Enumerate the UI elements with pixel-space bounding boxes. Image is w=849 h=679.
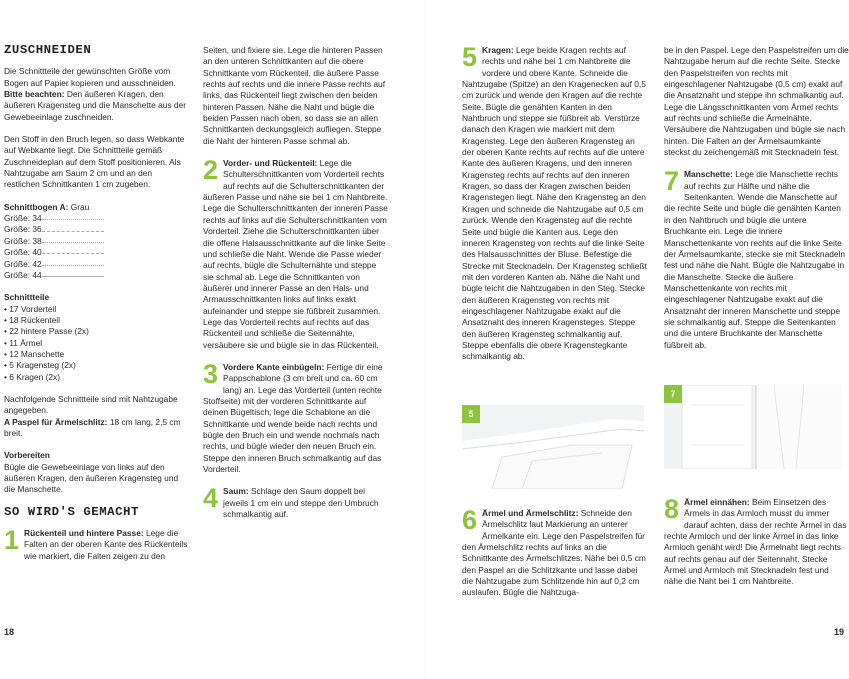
step-7 bbox=[664, 166, 849, 351]
size-legend bbox=[4, 213, 189, 281]
step-text: Lege die Falten an der oberen Kante des Rückenteils wie markiert, die Falten zeigen zu den bbox=[24, 528, 188, 561]
intro-text: Die Schnittteile der gewünschten Größe vom Bogen auf Papier kopieren und ausschneiden. bbox=[4, 66, 176, 88]
step-number: 2 bbox=[203, 155, 219, 186]
note-label: Bitte beachten: bbox=[4, 89, 65, 100]
step-text: Lege beide Kragen rechts auf rechts und nähe bei 1 cm Nahtbreite die vordere und obere Kante. Schneide die Nahtzugabe (Spitze) an den Kragenecken auf 0,5 cm zurück und wende den Kragen auf die rechte Seite. Bügle die genähten Kanten in den Nahtbruch und steppe sie füßbreit ab. Verstürze danach den Kragen wie markiert mit dem Kragensteg. Lege den äußeren Kragensteg an der oberen Kante rechts auf rechts auf die untere Kante des äußeren Kragens, und den inneren Kragensteg rechts auf rechts auf den inneren Kragen, so dass der Kragen zwischen beiden Kragenstegen liegt. Nähe den Kragensteg an den Kragen und schneide die Nahtzugabe auf 0,5 cm zurück. Wende den Kragensteg auf die rechte Seite und bügle die Kanten aus. Lege den inneren Kragensteg von rechts auf die linke Seite des Halsausschnittes der Bluse. Befestige die Strecke mit Stecknadeln. Der Kragensteg schließt mit den vorderen Kanten ab. Nähe die Naht und bügle leicht die Nahtzugaben in den Steg. Stecke den äußeren Kragensteg von rechts mit eingeschlagener Nahtzugabe exakt auf die Ansatznaht des inneren Kragensteges. Steppe den äußeren Kragensteg schmalkantig auf. Steppe ebenfalls die obere Kragenstegkante schmalkantig ab. bbox=[462, 45, 647, 362]
list-item: • 17 Vorderteil bbox=[4, 303, 57, 314]
step-1 bbox=[4, 525, 189, 562]
heading-how: SO WIRD'S GEMACHT bbox=[4, 504, 139, 519]
prep-title: Vorbereiten bbox=[4, 450, 50, 461]
size-line bbox=[42, 231, 104, 232]
size-label: Größe: 40 bbox=[4, 247, 42, 258]
seam-note: Nachfolgende Schnittteile sind mit Nahtzugabe angegeben. bbox=[4, 393, 178, 416]
step-title: Ärmel und Ärmelschlitz: bbox=[482, 508, 579, 518]
step-number: 7 bbox=[664, 166, 680, 197]
left-column-1 bbox=[4, 45, 189, 562]
page-number-right: 19 bbox=[834, 627, 845, 637]
step-number: 3 bbox=[203, 358, 219, 389]
placket-paragraph bbox=[4, 417, 189, 440]
list-item: • 18 Rückenteil bbox=[4, 314, 61, 325]
list-item: • 12 Manschette bbox=[4, 348, 65, 359]
size-row bbox=[4, 224, 189, 235]
parts-list bbox=[4, 292, 189, 383]
size-label: Größe: 34 bbox=[4, 213, 42, 224]
list-item: • 6 Kragen (2x) bbox=[4, 371, 60, 382]
step-8 bbox=[664, 494, 849, 588]
size-line bbox=[42, 219, 104, 220]
list-item: • 5 Kragensteg (2x) bbox=[4, 360, 76, 371]
left-column-2 bbox=[203, 45, 388, 520]
step-text: Beim Einsetzen des Ärmels in das Armloch musst du immer darauf achten, dass der rechte Ärmel in das rechte Armloch und der linke Ärmel in das linke Armloch genäht wird! Die Ärmelnaht liegt rechts auf rechts genau auf der Seitennaht. Stecke Ärmel und Armloch mit Stecknadeln fest und nähe die Naht bei 1 cm Nahtbreite. bbox=[664, 497, 847, 587]
placket-label: A Paspel für Ärmelschlitz: bbox=[4, 416, 108, 427]
step-title: Vorder- und Rückenteil: bbox=[223, 158, 318, 169]
size-line bbox=[42, 276, 104, 277]
size-line bbox=[42, 265, 104, 266]
size-row bbox=[4, 270, 189, 281]
step-title: Saum: bbox=[223, 486, 249, 497]
layout-text: Den Stoff in den Bruch legen, so dass Webkante auf Webkante liegt. Die Schnittteile gemäß Zuschneideplan auf dem Stoff positionieren. Als Nahtzugabe am Saum 2 cm und an den restlichen Schnittkanten 1 cm zugeben. bbox=[4, 134, 185, 190]
size-label: Größe: 42 bbox=[4, 258, 42, 269]
step-5 bbox=[462, 42, 647, 363]
size-row bbox=[4, 259, 189, 270]
step-3 bbox=[203, 358, 388, 475]
step-number: 4 bbox=[203, 483, 219, 514]
size-line bbox=[42, 253, 104, 254]
right-column-1-bottom bbox=[462, 505, 647, 599]
photo-step-5 bbox=[462, 405, 644, 489]
list-item: • 22 hintere Passe (2x) bbox=[4, 326, 89, 337]
size-label: Größe: 36 bbox=[4, 224, 42, 235]
placket-text: 18 cm lang, 2,5 cm breit. bbox=[4, 416, 181, 438]
size-label: Größe: 38 bbox=[4, 235, 42, 246]
heading-cut: ZUSCHNEIDEN bbox=[4, 43, 92, 57]
step-number: 8 bbox=[664, 494, 680, 524]
step-title: Ärmel einnähen: bbox=[684, 497, 750, 507]
step-text: Lege die Manschette rechts auf rechts zur Hälfte und nähe die Seitenkanten. Wende die Manschette auf die rechte Seite und bügle die genähten Kanten in den Nahtbruch und bügle die untere Bruchkante ein. Lege die innere Manschettenkante von rechts auf die linke Seite der Ärmelsaumkante, stecke sie mit Stecknadeln fest und nähe die Naht. Bügle die Nahtzugabe in die Manschette. Stecke die äußere Manschettenkante von rechts mit eingeschlagener Nahtzugabe exakt auf die Ansatznaht der inneren Manschette und steppe sie schmalkantig auf. Steppe die Seitenkanten und die untere Bruchkante der Manschette füßbreit ab. bbox=[664, 169, 846, 350]
size-row bbox=[4, 213, 189, 224]
sheet-label: Schnittbogen A: bbox=[4, 201, 69, 212]
step-6 bbox=[462, 505, 647, 599]
size-line bbox=[42, 242, 104, 243]
step-6-continued: be in den Paspel. Lege den Paspelstreifen um die Nahtzugabe herum auf die rechte Seite. Stecke den Paspelstreifen von rechts mit eingeschlagener Nahtzugabe (0,5 cm) exakt auf die Ansatznaht und steppe ihn schmalkantig auf. Lege die Längsschnittkanten vom Ärmel rechts auf rechts und schließe die Ärmelnähte. Versäubere die Nahtzugaben und bügle sie nach hinten. Die Falten an der Ärmelsaumkante steckst du zeichengemäß mit Stecknadeln fest. bbox=[664, 45, 849, 158]
photo-badge: 7 bbox=[664, 385, 682, 403]
right-column-2 bbox=[664, 45, 849, 351]
cuff-photo bbox=[664, 385, 842, 469]
size-row bbox=[4, 247, 189, 258]
step-number: 6 bbox=[462, 505, 478, 535]
step-title: Manschette: bbox=[684, 169, 733, 180]
note-paragraph bbox=[4, 89, 189, 123]
step-number: 5 bbox=[462, 42, 478, 72]
right-column-2-bottom bbox=[664, 494, 849, 588]
size-row bbox=[4, 236, 189, 247]
prep-text: Bügle die Gewebeeinlage von links auf den äußeren Kragen, den äußeren Kragensteg und die Manschette. bbox=[4, 461, 179, 495]
list-item: • 11 Ärmel bbox=[4, 337, 43, 348]
step-title: Vordere Kante einbügeln: bbox=[223, 361, 325, 372]
step-2 bbox=[203, 155, 388, 351]
step-number: 1 bbox=[4, 525, 20, 556]
parts-title: Schnittteile bbox=[4, 292, 50, 303]
step-title: Kragen: bbox=[482, 45, 514, 55]
page-gutter bbox=[424, 0, 425, 679]
step-4 bbox=[203, 483, 388, 520]
sheet-value: Grau bbox=[70, 201, 90, 212]
photo-badge: 5 bbox=[462, 405, 480, 423]
step-text: Schlage den Saum doppelt bei jeweils 1 cm ein und steppe den Umbruch schmalkantig auf. bbox=[223, 486, 379, 520]
page-number-left: 18 bbox=[4, 627, 15, 637]
step-text: Schneide den Ärmelschlitz laut Markierung an unterer Ärmelkante ein. Lege den Paspelstreifen für den Ärmelschlitz rechts auf links an die Schnittkante des Ärmelschlitzes. Nähe bei 0,5 cm den Paspel an die Schlitzkante und lasse dabei die Nahtzugabe zum Schlitzende hin auf 0,2 cm auslaufen. Bügle die Nahtzuga- bbox=[462, 508, 646, 598]
step-text: Lege die Schulterschnittkanten vom Vorderteil rechts auf rechts auf die Schulterschnittkanten der äußeren Passe und nähe sie bei 1 cm Nahtbreite. Lege die Schulterschnittkanten der inneren Passe rechts auf links auf die Schulterschnittkanten vom Vorderteil. Ziehe die Schulterschnittkanten über die offene Halsausschnittkante auf die linke Seite und schließe die Naht. Wende die Passe wieder auf rechts, bügle die Schulternähte und steppe sie schmal ab. Lege die Schnittkanten von äußerer und innerer Passe an den Hals- und Armausschnittkanten links auf links exakt aufeinander und steppe sie füßbreit zusammen. Lege das Vorderteil rechts auf rechts auf das Rückenteil und schließe die Seitennähte, versäubere sie und bügle sie in das Rückenteil. bbox=[203, 158, 388, 350]
right-column-1 bbox=[462, 42, 647, 363]
step-text: Fertige dir eine Pappschablone (3 cm breit und ca. 60 cm lang) an. Lege das Vorderteil (unten rechte Stoffseite) mit der vorderen Schnittkante auf deinen Bügeltisch, lege die Schablone an die Schnittkante und wende beide nach rechts und bügle den Bruch ein und wende nochmals nach rechts, und bügle wieder den neuen Bruch ein. Steppe den inneren Bruch schmalkantig auf das Vorderteil. bbox=[203, 361, 383, 475]
sheet-line bbox=[4, 202, 189, 213]
step-title: Rückenteil und hintere Passe: bbox=[24, 528, 144, 539]
collar-photo bbox=[462, 405, 644, 489]
size-label: Größe: 44 bbox=[4, 269, 42, 280]
photo-step-7 bbox=[664, 385, 842, 469]
note-text: Den äußeren Kragen, den äußeren Kragensteg und die Manschette aus der Gewebeeinlage zuschneiden. bbox=[4, 89, 187, 122]
step-1-continued: Seiten, und fixiere sie. Lege die hinteren Passen an den unteren Schnittkanten auf die obere Schnittkante vom Rückenteil, die äußere Passe rechts auf rechts und die innere Passe rechts auf links, das Rückenteil liegt zwischen den beiden hinteren Passen. Nähe die Naht und bügle die beiden Passen nach oben, so dass sie an allen Schnittkanten deckungsgleich aufliegen. Steppe die Naht der hinteren Passe schmal ab. bbox=[203, 45, 386, 146]
